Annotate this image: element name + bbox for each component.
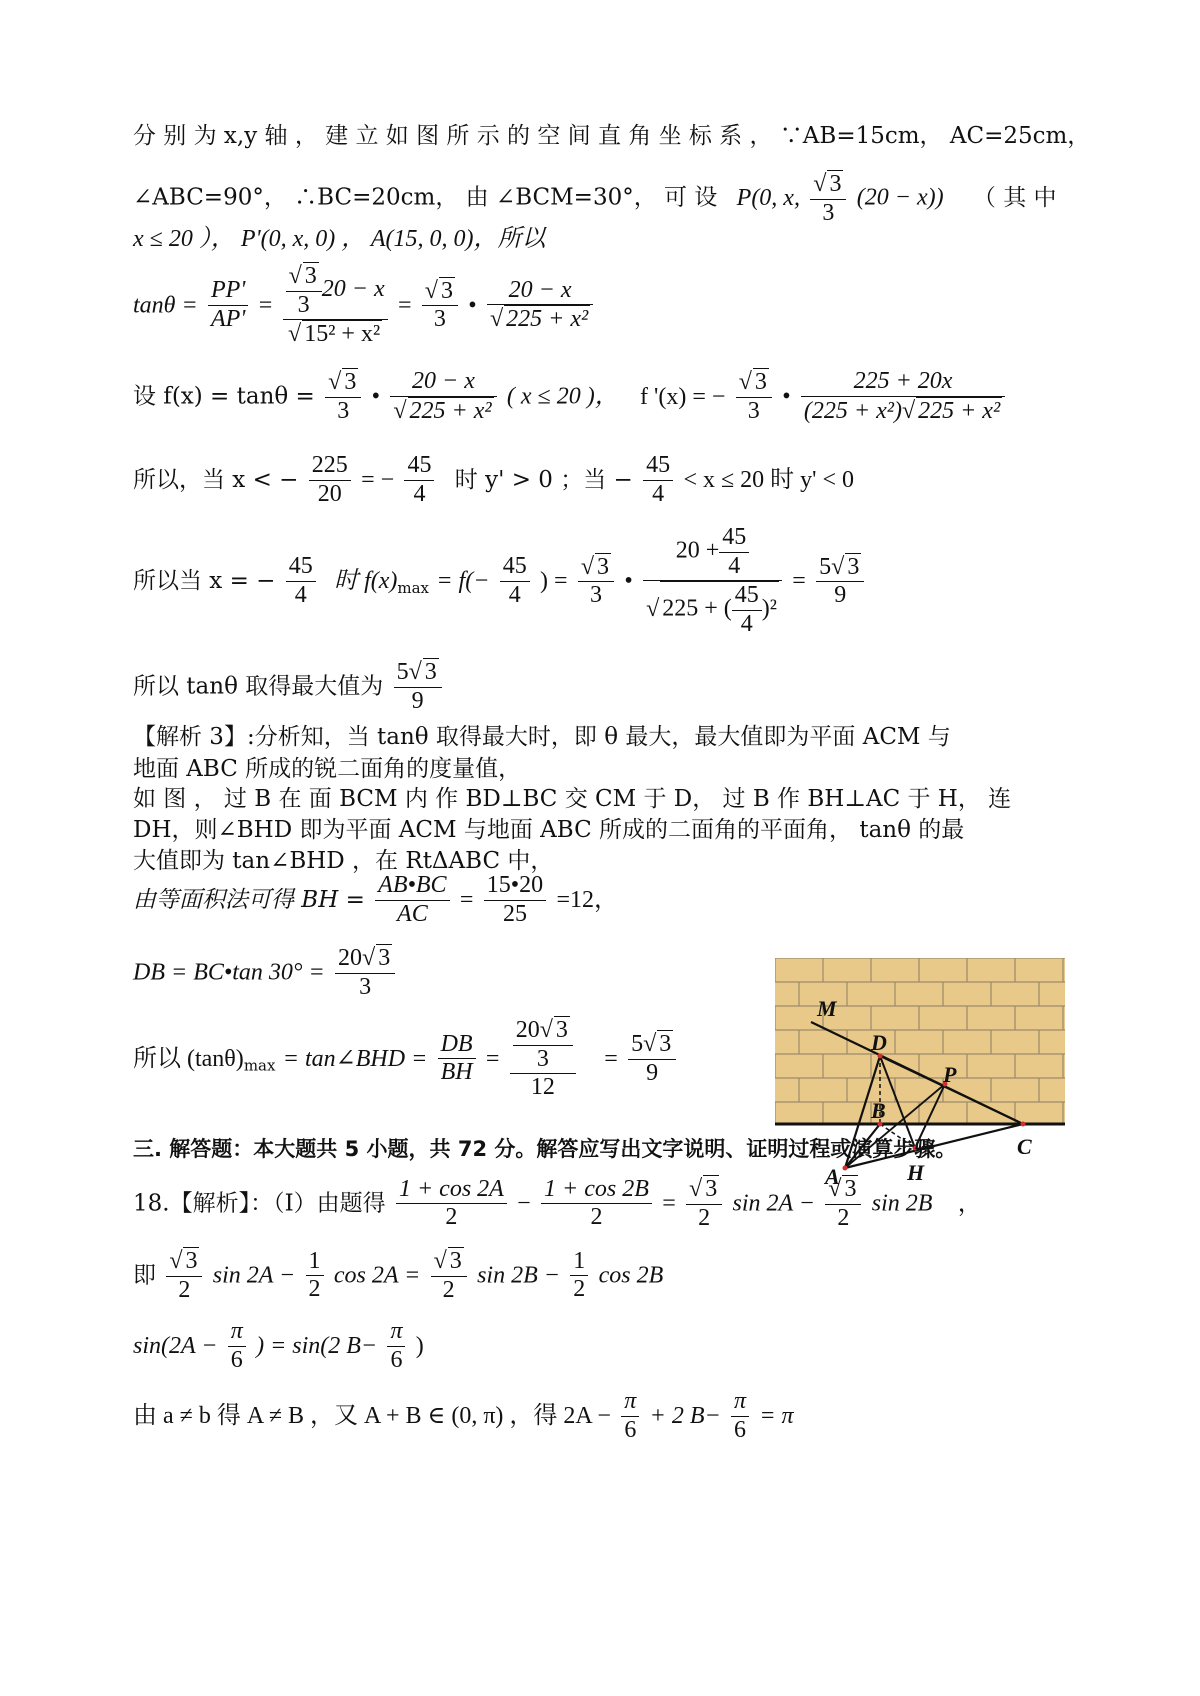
formula-tan-theta: tanθ = $\frac{PP'}{AP'}$ = √ $\frac{3}{3}$ 20 − x √ 15² + x² = √ $\frac{3}{3}$ • 20 − x √ 225 + x²: [133, 262, 596, 349]
analysis3-line-5: 大值即为 tan∠BHD ，在 RtΔABC 中，: [133, 848, 554, 874]
label-b: B: [871, 1098, 886, 1123]
frac-sqrt3-over-3: √ $\frac{3}{3}$: [810, 170, 846, 227]
formula-bh: 由等面积法可得 BH = $\frac{AB•BC}{AC}$ = $\frac{15•20}{25}$ =12，: [133, 872, 618, 927]
q18-line-1: 18.【解析】：（I）由题得 $\frac{1 + \cos 2A}{2}$ − $\frac{1 + \cos 2B}{2}$ = √ $\frac{3}{2}$ sin 2A − √ $\frac{3}{2}$ sin 2B ，: [133, 1175, 982, 1232]
label-m: M: [817, 996, 837, 1021]
formula-db: DB = BC•tan 30° = $\frac{20√ 3}{3}$: [133, 944, 398, 1001]
analysis3-line-3: 如 图 ， 过 B 在 面 BCM 内 作 BD⊥BC 交 CM 于 D， 过 B 作 BH⊥AC 于 H， 连: [133, 786, 1012, 812]
analysis3-line-4: DH，则∠BHD 即为平面 ACM 与地面 ABC 所成的二面角的平面角， tanθ 的最: [133, 817, 965, 843]
section-3-heading: 三. 解答题：本大题共 5 小题，共 72 分。解答应写出文字说明、证明过程或演算步骤。: [133, 1137, 957, 1161]
q18-line-4: 由 a ≠ b 得 A ≠ B ，又 A + B ∈ (0, π) ，得 2A − $\frac{\pi}{6}$ + 2 B− $\frac{\pi}{6}$ = π: [133, 1388, 794, 1443]
label-a: A: [825, 1164, 840, 1189]
q18-line-3: sin(2A − $\frac{\pi}{6}$ ) = sin(2 B− $\frac{\pi}{6}$ ): [133, 1318, 424, 1373]
text-line-1: 分 别 为 x,y 轴 ， 建 立 如 图 所 示 的 空 间 直 角 坐 标 系 ， ∵AB=15cm， AC=25cm，: [133, 123, 1091, 149]
label-c: C: [1017, 1134, 1032, 1159]
label-p: P: [943, 1062, 957, 1087]
paren-note: （ 其 中: [972, 184, 1057, 211]
line2-text: ∠ABC=90°， ∴BC=20cm， 由 ∠BCM=30°， 可 设: [133, 184, 718, 211]
point-c: [1021, 1122, 1026, 1127]
text-line-2: [133, 170, 1057, 227]
text-line-3: x ≤ 20 ）， P'(0, x, 0) ， A(15, 0, 0)，所以: [133, 226, 546, 252]
max-value-line: 所以 tanθ 取得最大值为 $\frac{5√ 3}{9}$: [133, 658, 445, 715]
q18-line-2: 即 √ $\frac{3}{2}$ sin 2A − $\frac{1}{2}$ cos 2A = √ $\frac{3}{2}$ sin 2B − $\frac{1}{2}$ cos 2B: [133, 1247, 663, 1304]
label-d: D: [871, 1030, 887, 1055]
formula-fx: 设 f(x) = tanθ = √ $\frac{3}{3}$ • 20 − x √ 225 + x² ( x ≤ 20 )， f '(x) = − √ $\frac{3}{3}$ • $\frac{225 + 20x}{\text{(225 + x²)√ 225 + x²}}$: [133, 368, 1008, 425]
analysis3-line-2: 地面 ABC 所成的锐二面角的度量值，: [133, 756, 522, 782]
point-p-start: P(0, x,: [736, 184, 800, 211]
point-p-end: (20 − x)): [856, 184, 944, 211]
formula-monotonic: 所以，当 x < − $\frac{225}{20}$ = − $\frac{45}{4}$ 时 y' > 0 ；当 − $\frac{45}{4}$ < x ≤ 20 时 y' < 0: [133, 452, 855, 507]
analysis3-line-1: 【解析 3】:分析知，当 tanθ 取得最大时，即 θ 最大，最大值即为平面 ACM 与: [133, 724, 951, 750]
formula-tan-max: 所以 $(\tan\theta)_{max}$ = tan∠BHD = $\frac{DB}{BH}$ = $\frac{\frac{20√ 3}{3}}{12}$ = $\frac{5√ 3}{9}$: [133, 1016, 679, 1102]
formula-fmax: 所以当 x = − $\frac{45}{4}$ 时 $f(x)_{max} = f(-$ $\frac{45}{4}$ ) = √ $\frac{3}{3}$ • 20 + $\frac{45}{4}$ √ 225 + ( $\frac{45}{4}$ )² = $\frac{5√ 3}{9}$: [133, 524, 867, 638]
label-h: H: [907, 1160, 925, 1185]
brick-wall: [775, 958, 1065, 1124]
point-a: [843, 1166, 848, 1171]
